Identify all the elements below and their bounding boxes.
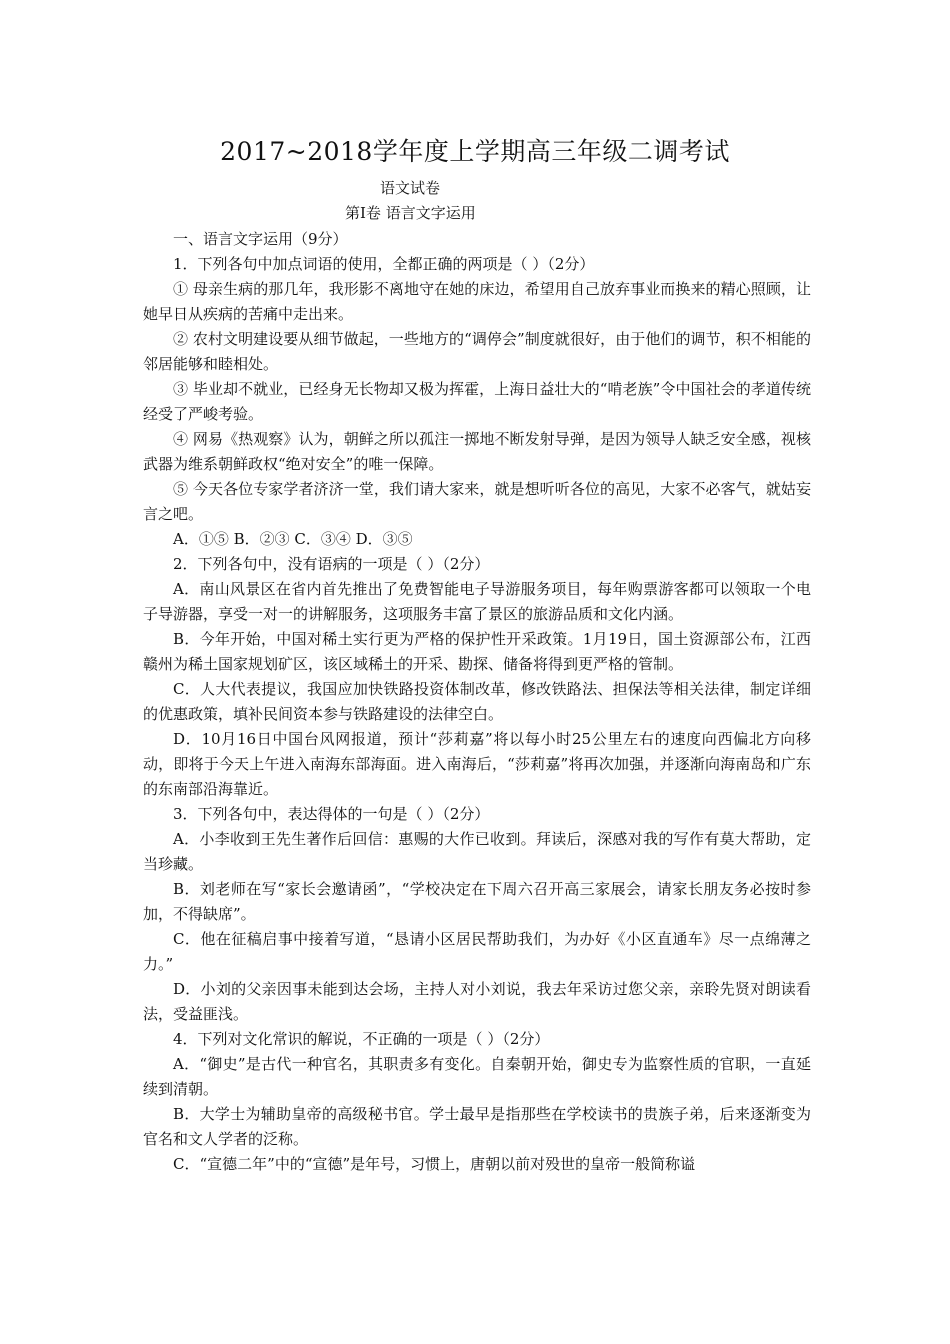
question-2-option-b: B．今年开始，中国对稀土实行更为严格的保护性开采政策。1月19日，国土资源部公布，江西赣州为稀土国家规划矿区，该区域稀土的开采、勘探、储备将得到更严格的管制。 [143,630,811,673]
question-4-option-b: B．大学士为辅助皇帝的高级秘书官。学士最早是指那些在学校读书的贵族子弟，后来逐渐变为官名和文人学者的泛称。 [143,1105,811,1148]
question-4-option-a: A．“御史”是古代一种官名，其职责多有变化。自秦朝开始，御史专为监察性质的官职，一直延续到清朝。 [143,1055,811,1098]
question-3-option-b: B．刘老师在写“家长会邀请函”，“学校决定在下周六召开高三家展会，请家长朋友务必按时参加，不得缺席”。 [143,880,811,923]
question-1-item-3: ③ 毕业却不就业，已经身无长物却又极为挥霍，上海日益壮大的“啃老族”令中国社会的孝道传统经受了严峻考验。 [143,380,811,423]
question-1-item-4: ④ 网易《热观察》认为，朝鲜之所以孤注一掷地不断发射导弹，是因为领导人缺乏安全感，视核武器为维系朝鲜政权“绝对安全”的唯一保障。 [143,430,811,473]
section-heading: 第Ⅰ卷 语言文字运用 [345,204,476,222]
question-4-option-c: C．“宣德二年”中的“宣德”是年号，习惯上，唐朝以前对殁世的皇帝一般简称谥 [173,1155,696,1173]
question-3-option-c: C．他在征稿启事中接着写道，“恳请小区居民帮助我们，为办好《小区直通车》尽一点绵薄之力。” [143,930,811,973]
document-subtitle: 语文试卷 [380,179,441,197]
question-3-option-d: D．小刘的父亲因事未能到达会场，主持人对小刘说，我去年采访过您父亲，亲聆先贤对朗读看法，受益匪浅。 [143,980,811,1023]
question-1-item-1: ① 母亲生病的那几年，我形影不离地守在她的床边，希望用自己放弃事业而换来的精心照顾，让她早日从疾病的苦痛中走出来。 [143,280,811,323]
document-body [143,227,811,1177]
question-2-option-c: C．人大代表提议，我国应加快铁路投资体制改革，修改铁路法、担保法等相关法律，制定详细的优惠政策，填补民间资本参与铁路建设的法律空白。 [143,680,811,723]
question-3-stem: 3．下列各句中，表达得体的一句是（ ）（2分） [173,805,490,823]
question-2-stem: 2．下列各句中，没有语病的一项是（ ）（2分） [173,555,490,573]
section-intro: 一、语言文字运用（9分） [173,230,348,248]
document-title: 2017~2018学年度上学期高三年级二调考试 [220,137,730,166]
question-4-stem: 4．下列对文化常识的解说，不正确的一项是（ ）（2分） [173,1030,550,1048]
question-3-option-a: A．小李收到王先生著作后回信：惠赐的大作已收到。拜读后，深感对我的写作有莫大帮助，定当珍藏。 [143,830,811,873]
question-1-stem: 1．下列各句中加点词语的使用，全都正确的两项是（ ）（2分） [173,255,595,273]
question-1-item-5: ⑤ 今天各位专家学者济济一堂，我们请大家来，就是想听听各位的高见，大家不必客气，就姑妄言之吧。 [143,480,811,523]
question-2-option-d: D．10月16日中国台风网报道，预计“莎莉嘉”将以每小时25公里左右的速度向西偏北方向移动，即将于今天上午进入南海东部海面。进入南海后，“莎莉嘉”将再次加强，并逐渐向海南岛和广东的东南部沿海靠近。 [143,730,811,798]
question-1-item-2: ② 农村文明建设要从细节做起，一些地方的“调停会”制度就很好，由于他们的调节，积不相能的邻居能够和睦相处。 [143,330,811,373]
question-1-choices: A．①⑤ B．②③ C．③④ D．③⑤ [173,530,413,548]
question-2-option-a: A．南山风景区在省内首先推出了免费智能电子导游服务项目，每年购票游客都可以领取一个电子导游器，享受一对一的讲解服务，这项服务丰富了景区的旅游品质和文化内涵。 [143,580,811,623]
